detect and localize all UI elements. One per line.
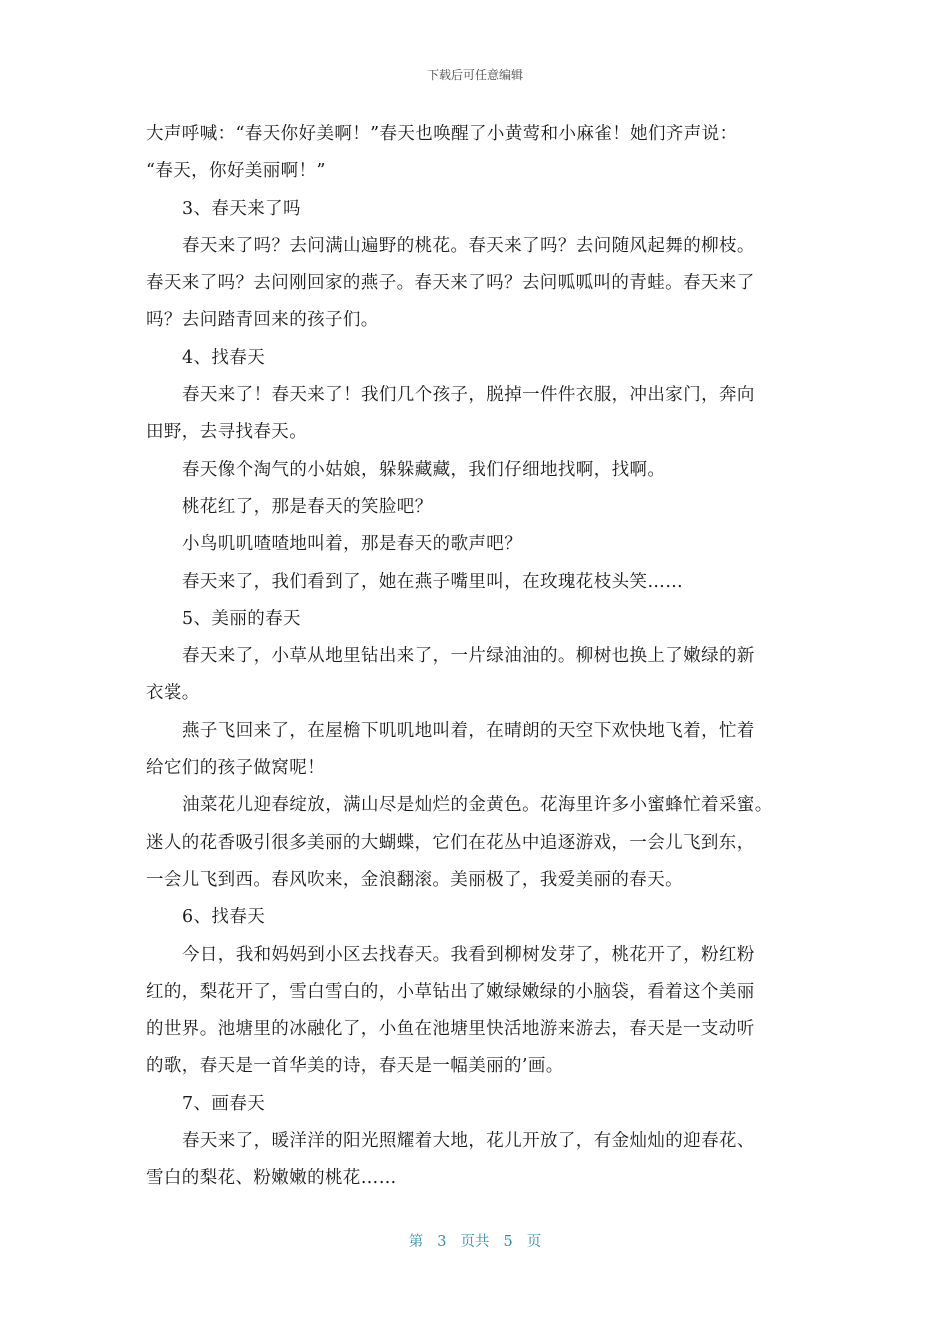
- text-line: 油菜花儿迎春绽放，满山尽是灿烂的金黄色。花海里许多小蜜蜂忙着采蜜。: [182, 795, 773, 816]
- text-line: 5、美丽的春天: [182, 608, 301, 629]
- text-line: 一会儿飞到西。春风吹来，金浪翻滚。美丽极了，我爱美丽的春天。: [146, 869, 683, 890]
- text-line: 春天像个淘气的小姑娘，躲躲藏藏，我们仔细地找啊，找啊。: [182, 459, 666, 480]
- text-line: “春天，你好美丽啊！”: [146, 161, 326, 182]
- text-line: 给它们的孩子做窝呢！: [146, 758, 325, 779]
- text-line: 春天来了，小草从地里钻出来了，一片绿油油的。柳树也换上了嫩绿的新: [182, 646, 755, 667]
- text-line: 春天来了，暖洋洋的阳光照耀着大地，花儿开放了，有金灿灿的迎春花、: [182, 1131, 755, 1152]
- text-line: 红的，梨花开了，雪白雪白的，小草钻出了嫩绿嫩绿的小脑袋，看着这个美丽: [146, 981, 755, 1002]
- text-line: 桃花红了，那是春天的笑脸吧？: [182, 496, 433, 517]
- page-header: 下载后可任意编辑: [426, 68, 523, 82]
- text-line: 春天来了吗？去问满山遍野的桃花。春天来了吗？去问随风起舞的柳枝。: [182, 235, 755, 256]
- text-line: 3、春天来了吗: [182, 198, 301, 219]
- footer-middle: 页共: [460, 1234, 490, 1250]
- text-line: 今日，我和妈妈到小区去找春天。我看到柳树发芽了，桃花开了，粉红粉: [182, 944, 755, 965]
- text-line: 衣裳。: [146, 683, 200, 704]
- text-line: 春天来了！春天来了！我们几个孩子，脱掉一件件衣服，冲出家门，奔向: [182, 385, 755, 406]
- text-line: 的歌，春天是一首华美的诗，春天是一幅美丽的’画。: [146, 1056, 564, 1077]
- document-body: [146, 116, 810, 1198]
- footer-suffix: 页: [526, 1234, 542, 1250]
- footer-current-page: 3: [437, 1234, 447, 1250]
- text-line: 小鸟叽叽喳喳地叫着，那是春天的歌声吧？: [182, 534, 523, 555]
- text-line: 燕子飞回来了，在屋檐下叽叽地叫着，在晴朗的天空下欢快地飞着，忙着: [182, 720, 755, 741]
- text-line: 雪白的梨花、粉嫩嫩的桃花……: [146, 1168, 397, 1189]
- text-line: 大声呼喊：“春天你好美啊！”春天也唤醒了小黄莺和小麻雀！她们齐声说：: [146, 124, 738, 144]
- text-line: 田野，去寻找春天。: [146, 422, 308, 443]
- text-line: 春天来了，我们看到了，她在燕子嘴里叫，在玫瑰花枝头笑……: [182, 571, 684, 592]
- text-line: 的世界。池塘里的冰融化了，小鱼在池塘里快活地游来游去，春天是一支动听: [146, 1019, 755, 1040]
- text-line: 6、找春天: [182, 907, 266, 928]
- footer-total-pages: 5: [503, 1234, 513, 1250]
- text-line: 4、找春天: [182, 347, 266, 368]
- text-line: 迷人的花香吸引很多美丽的大蝴蝶，它们在花丛中追逐游戏，一会儿飞到东，: [146, 832, 755, 853]
- text-line: 吗？去问踏青回来的孩子们。: [146, 310, 379, 331]
- text-line: 春天来了吗？去问刚回家的燕子。春天来了吗？去问呱呱叫的青蛙。春天来了: [146, 273, 755, 294]
- text-line: 7、画春天: [182, 1093, 266, 1114]
- page-footer: [0, 1230, 950, 1251]
- footer-prefix: 第: [408, 1234, 424, 1250]
